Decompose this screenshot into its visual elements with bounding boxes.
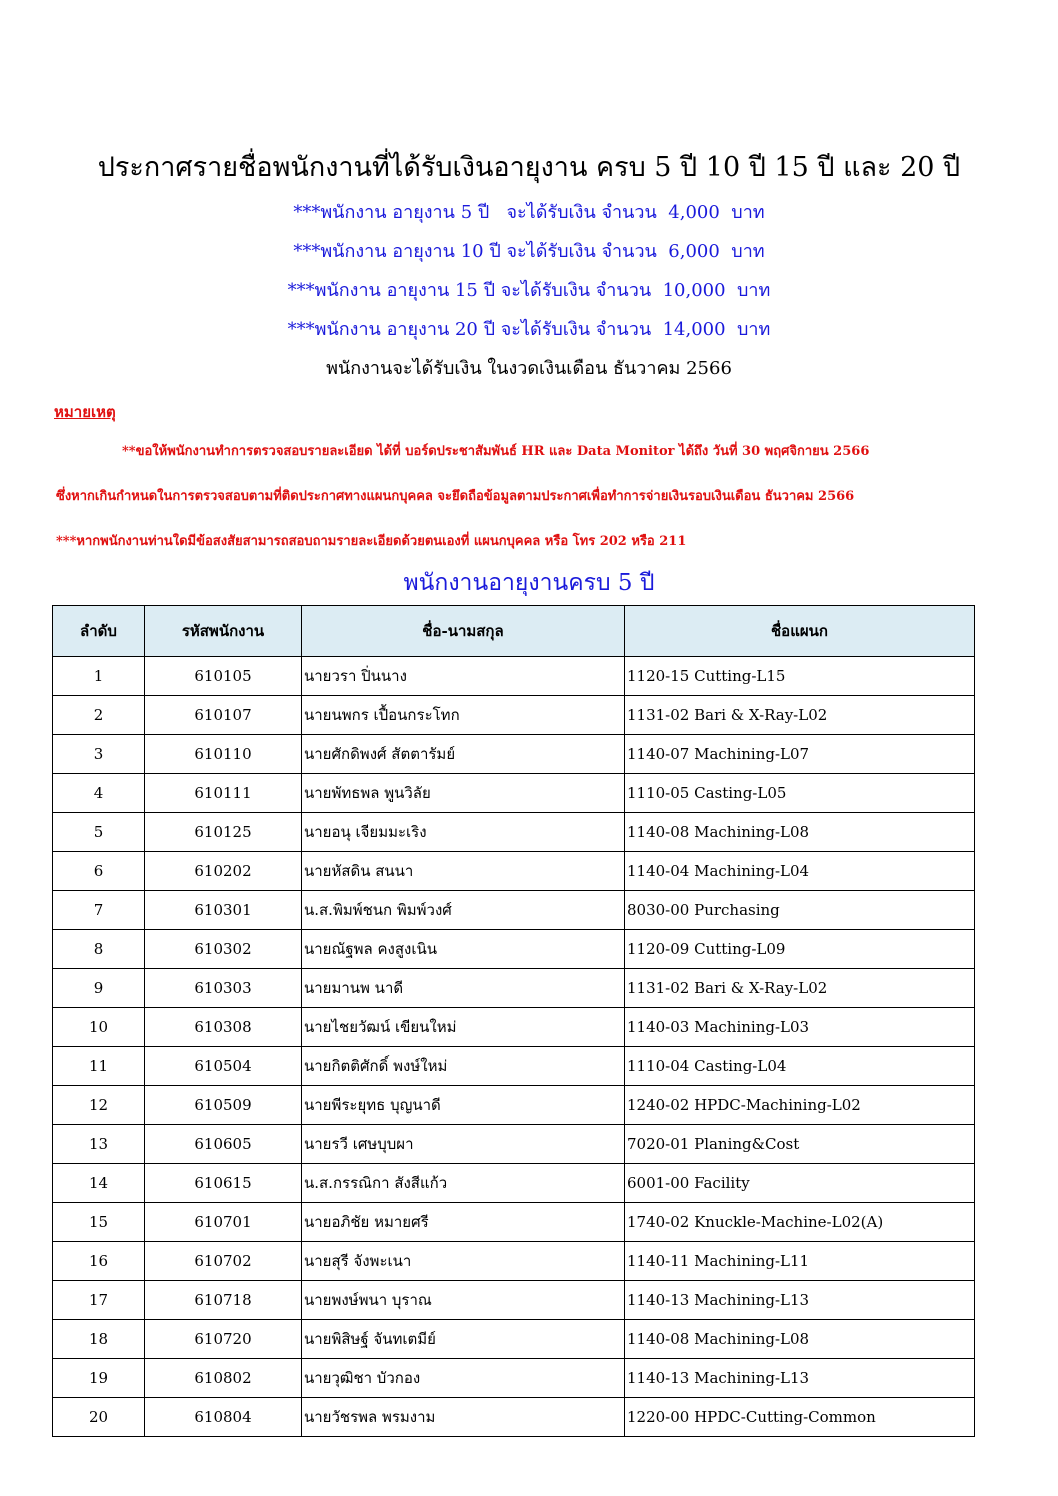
table-row	[53, 852, 975, 891]
cell-department: 1131-02 Bari & X-Ray-L02	[625, 696, 975, 735]
cell-employee-id: 610110	[145, 735, 302, 774]
cell-order: 18	[53, 1320, 145, 1359]
table-row	[53, 1398, 975, 1437]
cell-employee-id: 610718	[145, 1281, 302, 1320]
cell-employee-id: 610720	[145, 1320, 302, 1359]
cell-full-name: น.ส.พิมพ์ชนก พิมพ์วงศ์	[302, 891, 625, 930]
cell-employee-id: 610605	[145, 1125, 302, 1164]
cell-department: 1140-13 Machining-L13	[625, 1281, 975, 1320]
cell-full-name: นายวรา ปิ่นนาง	[302, 657, 625, 696]
note-line-1: **ขอให้พนักงานทำการตรวจสอบรายละเอียด ได้ที่ บอร์ดประชาสัมพันธ์ HR และ Data Monitor ได้ถึง วันที่ 30 พฤศจิกายน 2566	[122, 444, 870, 459]
cell-order: 7	[53, 891, 145, 930]
cell-department: 1110-04 Casting-L04	[625, 1047, 975, 1086]
cell-order: 5	[53, 813, 145, 852]
cell-order: 11	[53, 1047, 145, 1086]
cell-department: 1240-02 HPDC-Machining-L02	[625, 1086, 975, 1125]
table-row	[53, 1242, 975, 1281]
rate-lines	[0, 196, 1058, 352]
cell-department: 1140-11 Machining-L11	[625, 1242, 975, 1281]
note-line-2: ซึ่งหากเกินกำหนดในการตรวจสอบตามที่ติดประกาศทางแผนกบุคคล จะยึดถือข้อมูลตามประกาศเพื่อทำการจ่ายเงินรอบเงินเดือน ธันวาคม 2566	[56, 489, 855, 504]
cell-full-name: นายวัชรพล พรมงาม	[302, 1398, 625, 1437]
cell-order: 1	[53, 657, 145, 696]
cell-full-name: นายรวี เศษบุบผา	[302, 1125, 625, 1164]
cell-department: 1120-09 Cutting-L09	[625, 930, 975, 969]
cell-department: 8030-00 Purchasing	[625, 891, 975, 930]
cell-order: 16	[53, 1242, 145, 1281]
cell-order: 20	[53, 1398, 145, 1437]
cell-full-name: นายวุฒิชา บัวกอง	[302, 1359, 625, 1398]
cell-employee-id: 610111	[145, 774, 302, 813]
cell-order: 6	[53, 852, 145, 891]
table-row	[53, 1008, 975, 1047]
cell-department: 1140-08 Machining-L08	[625, 1320, 975, 1359]
table-row	[53, 1125, 975, 1164]
cell-employee-id: 610105	[145, 657, 302, 696]
section-title: พนักงานอายุงานครบ 5 ปี	[403, 570, 655, 596]
header-order: ลำดับ	[53, 606, 145, 657]
rate-line-5-years: ***พนักงาน อายุงาน 5 ปี จะได้รับเงิน จำนวน 4,000 บาท	[293, 202, 765, 223]
rate-line-15-years: ***พนักงาน อายุงาน 15 ปี จะได้รับเงิน จำนวน 10,000 บาท	[287, 280, 771, 301]
cell-employee-id: 610504	[145, 1047, 302, 1086]
cell-order: 15	[53, 1203, 145, 1242]
cell-department: 1220-00 HPDC-Cutting-Common	[625, 1398, 975, 1437]
cell-order: 9	[53, 969, 145, 1008]
cell-employee-id: 610303	[145, 969, 302, 1008]
note-heading: หมายเหตุ	[54, 403, 116, 421]
cell-order: 19	[53, 1359, 145, 1398]
cell-full-name: นายอนุ เจียมมะเริง	[302, 813, 625, 852]
table-row	[53, 735, 975, 774]
cell-department: 6001-00 Facility	[625, 1164, 975, 1203]
cell-department: 1140-07 Machining-L07	[625, 735, 975, 774]
header-employee-id: รหัสพนักงาน	[145, 606, 302, 657]
cell-order: 17	[53, 1281, 145, 1320]
cell-employee-id: 610125	[145, 813, 302, 852]
table-row	[53, 1164, 975, 1203]
cell-employee-id: 610202	[145, 852, 302, 891]
cell-employee-id: 610701	[145, 1203, 302, 1242]
cell-full-name: นายสุรี จังพะเนา	[302, 1242, 625, 1281]
cell-employee-id: 610509	[145, 1086, 302, 1125]
cell-full-name: นายพีระยุทธ บุญนาดี	[302, 1086, 625, 1125]
cell-full-name: นายกิตติศักดิ์ พงษ์ใหม่	[302, 1047, 625, 1086]
header-department: ชื่อแผนก	[625, 606, 975, 657]
cell-full-name: นายพิสิษฐ์ จันทเตมีย์	[302, 1320, 625, 1359]
cell-department: 1140-13 Machining-L13	[625, 1359, 975, 1398]
cell-department: 1740-02 Knuckle-Machine-L02(A)	[625, 1203, 975, 1242]
cell-employee-id: 610615	[145, 1164, 302, 1203]
cell-full-name: นายพัทธพล พูนวิลัย	[302, 774, 625, 813]
table-row	[53, 1281, 975, 1320]
table-body	[53, 657, 975, 1437]
cell-employee-id: 610107	[145, 696, 302, 735]
table-row	[53, 696, 975, 735]
table-row	[53, 891, 975, 930]
table-row	[53, 1359, 975, 1398]
cell-order: 10	[53, 1008, 145, 1047]
cell-department: 7020-01 Planing&Cost	[625, 1125, 975, 1164]
table-row	[53, 813, 975, 852]
header-full-name: ชื่อ-นามสกุล	[302, 606, 625, 657]
cell-department: 1140-03 Machining-L03	[625, 1008, 975, 1047]
employee-table	[52, 605, 975, 1437]
cell-order: 13	[53, 1125, 145, 1164]
cell-order: 8	[53, 930, 145, 969]
table-row	[53, 1203, 975, 1242]
cell-full-name: นายอภิชัย หมายศรี	[302, 1203, 625, 1242]
table-row	[53, 657, 975, 696]
cell-department: 1131-02 Bari & X-Ray-L02	[625, 969, 975, 1008]
cell-full-name: นายไชยวัฒน์ เขียนใหม่	[302, 1008, 625, 1047]
table-header-row	[53, 606, 975, 657]
cell-full-name: น.ส.กรรณิกา สังสีแก้ว	[302, 1164, 625, 1203]
cell-order: 14	[53, 1164, 145, 1203]
rate-line-20-years: ***พนักงาน อายุงาน 20 ปี จะได้รับเงิน จำนวน 14,000 บาท	[287, 319, 771, 340]
cell-employee-id: 610302	[145, 930, 302, 969]
cell-employee-id: 610308	[145, 1008, 302, 1047]
cell-full-name: นายมานพ นาดี	[302, 969, 625, 1008]
table-row	[53, 1086, 975, 1125]
cell-department: 1140-04 Machining-L04	[625, 852, 975, 891]
cell-employee-id: 610702	[145, 1242, 302, 1281]
cell-order: 3	[53, 735, 145, 774]
rate-line-10-years: ***พนักงาน อายุงาน 10 ปี จะได้รับเงิน จำนวน 6,000 บาท	[293, 241, 765, 262]
cell-department: 1140-08 Machining-L08	[625, 813, 975, 852]
note-line-3: ***หากพนักงานท่านใดมีข้อสงสัยสามารถสอบถามรายละเอียดด้วยตนเองที่ แผนกบุคคล หรือ โทร 202 หรือ 211	[56, 534, 687, 549]
page-title: ประกาศรายชื่อพนักงานที่ได้รับเงินอายุงาน ครบ 5 ปี 10 ปี 15 ปี และ 20 ปี	[97, 152, 961, 183]
cell-full-name: นายศักดิพงศ์ สัตตารัมย์	[302, 735, 625, 774]
cell-order: 12	[53, 1086, 145, 1125]
table-row	[53, 774, 975, 813]
table-row	[53, 1047, 975, 1086]
cell-order: 2	[53, 696, 145, 735]
cell-full-name: นายณัฐพล คงสูงเนิน	[302, 930, 625, 969]
table-row	[53, 1320, 975, 1359]
cell-employee-id: 610802	[145, 1359, 302, 1398]
cell-employee-id: 610301	[145, 891, 302, 930]
table-row	[53, 930, 975, 969]
cell-full-name: นายนพกร เปื้อนกระโทก	[302, 696, 625, 735]
cell-department: 1120-15 Cutting-L15	[625, 657, 975, 696]
pay-period-line: พนักงานจะได้รับเงิน ในงวดเงินเดือน ธันวาคม 2566	[326, 358, 732, 379]
table-row	[53, 969, 975, 1008]
cell-order: 4	[53, 774, 145, 813]
cell-employee-id: 610804	[145, 1398, 302, 1437]
cell-department: 1110-05 Casting-L05	[625, 774, 975, 813]
cell-full-name: นายพงษ์พนา บุราณ	[302, 1281, 625, 1320]
cell-full-name: นายหัสดิน สนนา	[302, 852, 625, 891]
